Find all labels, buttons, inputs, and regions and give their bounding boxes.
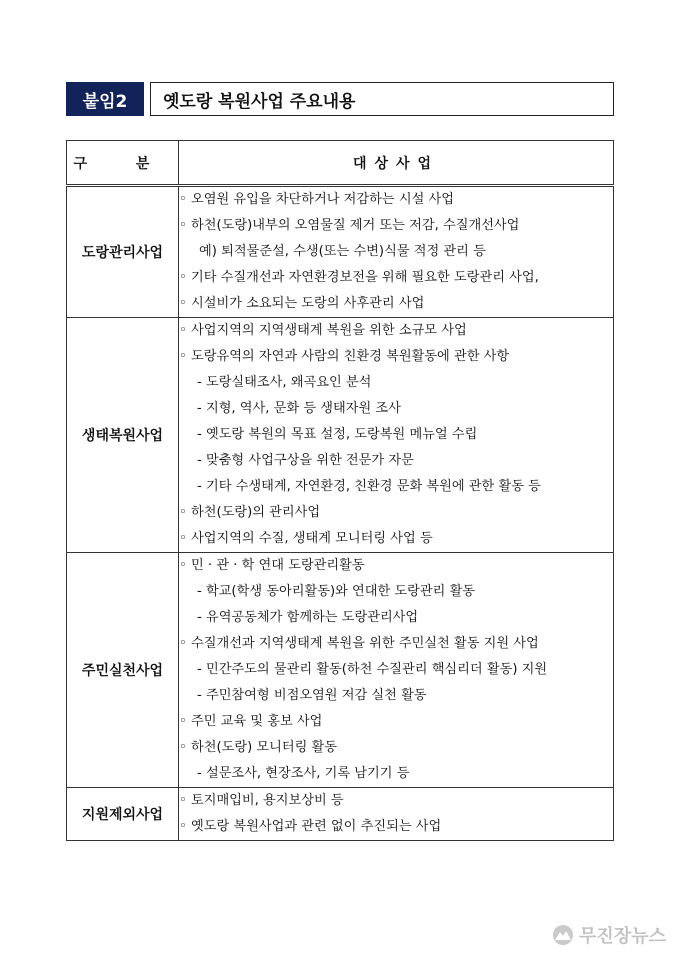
watermark-text: 무진장뉴스 bbox=[579, 926, 666, 947]
sub-item: - 맞춤형 사업구상을 위한 전문가 자문 bbox=[197, 453, 414, 468]
row-category: 생태복원사업 bbox=[67, 318, 179, 553]
table-row bbox=[67, 553, 614, 788]
sub-item: - 설문조사, 현장조사, 기록 남기기 등 bbox=[197, 766, 410, 781]
bullet-item: ◦ 기타 수질개선과 자연환경보전을 위해 필요한 도랑관리 사업, bbox=[179, 270, 539, 285]
bullet-item: ◦ 사업지역의 지역생태계 복원을 위한 소규모 사업 bbox=[179, 323, 467, 338]
row-items bbox=[179, 788, 614, 841]
bullet-item: ◦ 하천(도랑)의 관리사업 bbox=[179, 505, 321, 520]
bullet-item: ◦ 수질개선과 지역생태계 복원을 위한 주민실천 활동 지원 사업 bbox=[179, 636, 539, 651]
appendix-badge: 붙임2 bbox=[66, 82, 144, 116]
bullet-item: ◦ 옛도랑 복원사업과 관련 없이 추진되는 사업 bbox=[179, 819, 442, 834]
row-items bbox=[179, 553, 614, 788]
bullet-item: ◦ 하천(도랑) 모니터링 활동 bbox=[179, 740, 338, 755]
sub-item: - 유역공동체가 함께하는 도랑관리사업 bbox=[197, 610, 419, 625]
sub-item: - 주민참여형 비점오염원 저감 실천 활동 bbox=[197, 688, 427, 703]
header-target-projects: 대상사업 bbox=[179, 141, 614, 186]
bullet-item: ◦ 시설비가 소요되는 도랑의 사후관리 사업 bbox=[179, 296, 425, 311]
bullet-item: ◦ 토지매입비, 용지보상비 등 bbox=[179, 793, 344, 808]
bullet-item: ◦ 오염원 유입을 차단하거나 저감하는 시설 사업 bbox=[179, 192, 454, 207]
table-body bbox=[67, 186, 614, 841]
mountain-logo-icon bbox=[552, 924, 574, 946]
bullet-item: ◦ 사업지역의 수질, 생태계 모니터링 사업 등 bbox=[179, 531, 433, 546]
table-header-row bbox=[67, 141, 614, 186]
row-items bbox=[179, 186, 614, 318]
row-category: 주민실천사업 bbox=[67, 553, 179, 788]
bullet-item: ◦ 민 · 관 · 학 연대 도랑관리활동 bbox=[179, 558, 365, 573]
sub-item: - 학교(학생 동아리활동)와 연대한 도랑관리 활동 bbox=[197, 584, 476, 599]
table-row bbox=[67, 788, 614, 841]
table-row bbox=[67, 318, 614, 553]
row-items bbox=[179, 318, 614, 553]
project-content-table bbox=[66, 140, 614, 841]
sub-item: - 도랑실태조사, 왜곡요인 분석 bbox=[197, 375, 372, 390]
sub-item: - 지형, 역사, 문화 등 생태자원 조사 bbox=[197, 401, 401, 416]
example-item: 예) 퇴적물준설, 수생(또는 수변)식물 적정 관리 등 bbox=[199, 244, 486, 259]
bullet-item: ◦ 하천(도랑)내부의 오염물질 제거 또는 저감, 수질개선사업 bbox=[179, 218, 520, 233]
row-category: 지원제외사업 bbox=[67, 788, 179, 841]
watermark bbox=[552, 922, 666, 948]
sub-item: - 기타 수생태계, 자연환경, 친환경 문화 복원에 관한 활동 등 bbox=[197, 479, 541, 494]
row-category: 도랑관리사업 bbox=[67, 186, 179, 318]
table-row bbox=[67, 186, 614, 318]
bullet-item: ◦ 도랑유역의 자연과 사람의 친환경 복원활동에 관한 사항 bbox=[179, 349, 510, 364]
header-category: 구 분 bbox=[67, 141, 179, 186]
bullet-item: ◦ 주민 교육 및 홍보 사업 bbox=[179, 714, 323, 729]
sub-item: - 민간주도의 물관리 활동(하천 수질관리 핵심리더 활동) 지원 bbox=[197, 662, 548, 677]
sub-item: - 옛도랑 복원의 목표 설정, 도랑복원 메뉴얼 수립 bbox=[197, 427, 478, 442]
document-title: 옛도랑 복원사업 주요내용 bbox=[150, 82, 614, 116]
document-title-bar bbox=[66, 82, 614, 116]
